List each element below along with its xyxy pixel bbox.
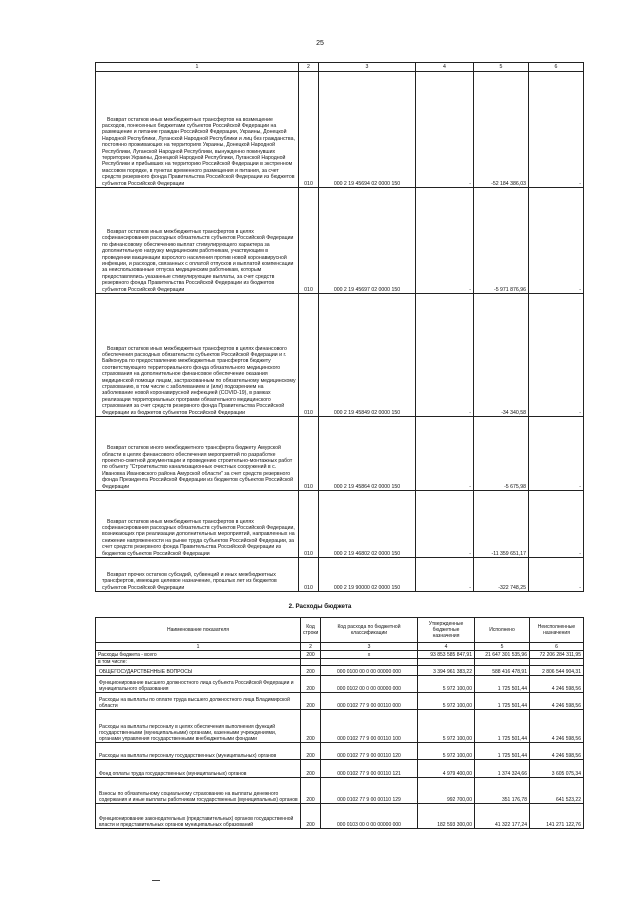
row-kbk: 000 2 19 45697 02 0000 150 (319, 188, 416, 294)
column-number: 1 (96, 63, 299, 72)
row-approved: 5 972 100,00 (418, 743, 475, 760)
column-number: 5 (475, 643, 530, 651)
row-name: Возврат остатков иного межбюджетного трансферта бюджету Амурской области в целях финансового обеспечения мероприятий по разработке проектно-сметной документации и проведению строительно-монтажных работ по объекту "Строительство канализационных очистных сооружений в с. Ивановка Ивановского района Амурской области" за счет средств резервного фонда Президента Российской Федерации из бюджетов субъектов Российской Федерации (102, 445, 294, 490)
row-approved (418, 659, 475, 666)
row-approved: - (416, 491, 474, 558)
row-unexecuted: 2 806 544 904,31 (530, 666, 584, 676)
row-executed: -11 359 651,17 (474, 491, 529, 558)
row-approved: 5 972 100,00 (418, 710, 475, 743)
row-unexecuted: 641 523,22 (530, 778, 584, 804)
row-approved: - (416, 558, 474, 592)
row-executed: 1 725 501,44 (475, 693, 530, 710)
column-header: Утвержденные бюджетные назначения (418, 618, 475, 643)
row-executed: 351 176,78 (475, 778, 530, 804)
column-header: Неисполненные назначения (530, 618, 584, 643)
row-executed: 1 725 501,44 (475, 710, 530, 743)
row-kbk: 000 0102 77 9 00 00110 129 (321, 778, 418, 804)
row-kbk: 000 0102 77 9 00 00110 000 (321, 693, 418, 710)
row-kbk: 000 2 19 46802 02 0000 150 (319, 491, 416, 558)
column-number: 5 (474, 63, 529, 72)
row-unexecuted: - (529, 417, 584, 491)
row-code: 200 (301, 676, 321, 693)
row-unexecuted: 72 206 284 311,95 (530, 651, 584, 659)
row-name: Расходы на выплаты по оплате труда высшего должностного лица Владимирской области (96, 693, 301, 710)
row-code: 010 (299, 491, 319, 558)
row-code: 200 (301, 743, 321, 760)
table-row (96, 417, 584, 491)
row-unexecuted: - (529, 188, 584, 294)
row-approved: - (416, 188, 474, 294)
row-kbk: 000 0100 00 0 00 00000 000 (321, 666, 418, 676)
row-executed: 1 725 501,44 (475, 676, 530, 693)
row-approved: 182 593 300,00 (418, 804, 475, 829)
row-approved: 5 972 100,00 (418, 693, 475, 710)
table-row (96, 804, 584, 829)
row-executed: 21 647 301 535,96 (475, 651, 530, 659)
row-kbk: 000 2 19 45864 02 0000 150 (319, 417, 416, 491)
column-number: 6 (530, 643, 584, 651)
column-header: Исполнено (475, 618, 530, 643)
row-code: 010 (299, 294, 319, 417)
row-unexecuted (530, 659, 584, 666)
row-kbk (321, 659, 418, 666)
table-row (96, 743, 584, 760)
row-unexecuted: - (529, 294, 584, 417)
row-code: 200 (301, 760, 321, 778)
row-unexecuted: - (529, 558, 584, 592)
row-approved: - (416, 417, 474, 491)
table-row (96, 72, 584, 188)
row-name: Расходы бюджета - всего (96, 651, 301, 659)
sources-table-continued (95, 62, 584, 592)
table-row (96, 760, 584, 778)
table-row (96, 676, 584, 693)
row-name: Расходы на выплаты персоналу в целях обеспечения выполнения функций государственными (муниципальными) органами, казенными учреждениями, органами управления государственными внебюджетными фондами (96, 710, 301, 743)
row-kbk: 000 0102 77 9 00 00110 120 (321, 743, 418, 760)
column-header: Код расхода по бюджетной классификации (321, 618, 418, 643)
column-number: 2 (301, 643, 321, 651)
row-approved: - (416, 294, 474, 417)
table-row (96, 693, 584, 710)
column-header: Код строки (301, 618, 321, 643)
row-approved: - (416, 72, 474, 188)
row-approved: 3 394 961 383,22 (418, 666, 475, 676)
row-executed: -5 675,98 (474, 417, 529, 491)
row-executed (475, 659, 530, 666)
row-unexecuted: 4 246 598,56 (530, 743, 584, 760)
page-number: 25 (316, 40, 324, 47)
table-row (96, 294, 584, 417)
table-row (96, 491, 584, 558)
row-approved: 992 700,00 (418, 778, 475, 804)
row-code: 010 (299, 417, 319, 491)
footer-mark (152, 880, 160, 881)
row-name: Функционирование высшего должностного лица субъекта Российской Федерации и муниципального образования (96, 676, 301, 693)
row-kbk: 000 2 19 45849 02 0000 150 (319, 294, 416, 417)
column-number: 3 (319, 63, 416, 72)
table-row (96, 778, 584, 804)
row-code (301, 659, 321, 666)
row-kbk: 000 2 19 90000 02 0000 150 (319, 558, 416, 592)
column-number: 3 (321, 643, 418, 651)
column-number: 4 (416, 63, 474, 72)
column-number: 4 (418, 643, 475, 651)
column-number: 2 (299, 63, 319, 72)
row-name: в том числе: (96, 659, 301, 666)
expenses-table (95, 617, 584, 829)
column-header: Наименование показателя (96, 618, 301, 643)
row-unexecuted: 4 246 598,56 (530, 710, 584, 743)
row-code: 010 (299, 188, 319, 294)
row-executed: -34 340,58 (474, 294, 529, 417)
row-unexecuted: 4 246 598,56 (530, 676, 584, 693)
row-name: Взносы по обязательному социальному страхованию на выплаты денежного содержания и иные выплаты работникам государственных (муниципальных) органов (96, 778, 301, 804)
row-kbk: 000 0102 77 9 00 00110 100 (321, 710, 418, 743)
table-row (96, 651, 584, 659)
row-executed: -322 748,25 (474, 558, 529, 592)
column-number: 6 (529, 63, 584, 72)
column-number-row (96, 643, 584, 651)
row-name: ОБЩЕГОСУДАРСТВЕННЫЕ ВОПРОСЫ (96, 666, 301, 676)
row-name: Возврат остатков иных межбюджетных трансфертов в целях софинансирования расходных обязательств субъектов Российской Федерации по финансовому обеспечению выплат стимулирующего характера за дополнительную нагрузку медицинским работникам, участвующим в проведении вакцинации взрослого населения против новой коронавирусной инфекции, и расходов, связанных с оплатой отпусков и выплатой компенсации за неиспользованные отпуска медицинским работникам, которым предоставлялись указанные стимулирующие выплаты, за счет средств резервного фонда Правительства Российской Федерации из бюджетов субъектов Российской Федерации (102, 228, 294, 293)
row-code: 200 (301, 804, 321, 829)
table-header (96, 618, 584, 643)
row-code: 200 (301, 651, 321, 659)
table-row (96, 659, 584, 666)
row-name: Возврат прочих остатков субсидий, субвенций и иных межбюджетных трансфертов, имеющих целевое назначение, прошлых лет из бюджетов субъектов Российской Федерации (102, 571, 277, 591)
table-row (96, 710, 584, 743)
row-kbk: x (321, 651, 418, 659)
row-name: Фонд оплаты труда государственных (муниципальных) органов (96, 760, 301, 778)
row-unexecuted: - (529, 491, 584, 558)
row-approved: 4 979 400,00 (418, 760, 475, 778)
column-number-row (96, 63, 584, 72)
row-code: 200 (301, 710, 321, 743)
row-name: Возврат остатков иных межбюджетных трансфертов в целях финансового обеспечения расходных обязательств субъектов Российской Федерации и г. Байконура по предоставлению межбюджетных трансфертов бюджету соответствующего территориального фонда обязательного медицинского страхования на дополнительное финансовое обеспечение оказания медицинской помощи лицам, застрахованным по обязательному медицинскому страхованию, в том числе с заболеванием и (или) подозрением на заболевание новой коронавирусной инфекцией (COVID-19), в рамках реализации территориальных программ обязательного медицинского страхования за счет средств резервного фонда Правительства Российской Федерации из бюджетов субъектов Российской Федерации (102, 345, 296, 416)
row-executed: 1 725 501,44 (475, 743, 530, 760)
row-name: Расходы на выплаты персоналу государственных (муниципальных) органов (96, 743, 301, 760)
row-unexecuted: 3 605 075,34 (530, 760, 584, 778)
row-executed: 588 416 478,91 (475, 666, 530, 676)
row-approved: 93 853 585 847,91 (418, 651, 475, 659)
row-unexecuted: 141 271 122,76 (530, 804, 584, 829)
row-approved: 5 972 100,00 (418, 676, 475, 693)
row-code: 200 (301, 666, 321, 676)
row-executed: 41 322 177,24 (475, 804, 530, 829)
row-name: Возврат остатков иных межбюджетных трансфертов на возмещение расходов, понесенных бюджетами субъектов Российской Федерации на размещение и питание граждан Российской Федерации, Украины, Донецкой Народной Республики, Луганской Народной Республики и лиц без гражданства, постоянно проживающих на территориях Украины, Донецкой Народной Республики, Луганской Народной Республики, вынужденно покинувших территории Украины, Донецкой Народной Республики, Луганской Народной Республики и прибывших на территорию Российской Федерации в экстренном массовом порядке, в пунктах временного размещения и питания, за счет средств резервного фонда Правительства Российской Федерации из бюджетов субъектов Российской Федерации (102, 116, 295, 187)
table-row (96, 188, 584, 294)
table-row (96, 558, 584, 592)
row-code: 010 (299, 558, 319, 592)
row-executed: -5 971 876,96 (474, 188, 529, 294)
row-unexecuted: 4 246 598,56 (530, 693, 584, 710)
row-executed: 1 374 324,66 (475, 760, 530, 778)
row-name: Возврат остатков иных межбюджетных трансфертов в целях софинансирования расходных обязательств субъектов Российской Федерации, возникающих при реализации дополнительных мероприятий, направленных на снижение напряженности на рынке труда субъектов Российской Федерации, за счет средств резервного фонда Правительства Российской Федерации из бюджетов субъектов Российской Федерации (102, 518, 295, 557)
row-kbk: 000 0103 00 0 00 00000 000 (321, 804, 418, 829)
row-executed: -52 184 386,03 (474, 72, 529, 188)
row-code: 200 (301, 693, 321, 710)
row-name: Функционирование законодательных (представительных) органов государственной власти и представительных органов муниципальных образований (96, 804, 301, 829)
column-number: 1 (96, 643, 301, 651)
row-kbk: 000 0102 00 0 00 00000 000 (321, 676, 418, 693)
row-kbk: 000 2 19 45694 02 0000 150 (319, 72, 416, 188)
row-kbk: 000 0102 77 9 00 00110 121 (321, 760, 418, 778)
section-title: 2. Расходы бюджета (288, 603, 352, 610)
row-unexecuted: - (529, 72, 584, 188)
table-row (96, 666, 584, 676)
row-code: 200 (301, 778, 321, 804)
row-code: 010 (299, 72, 319, 188)
